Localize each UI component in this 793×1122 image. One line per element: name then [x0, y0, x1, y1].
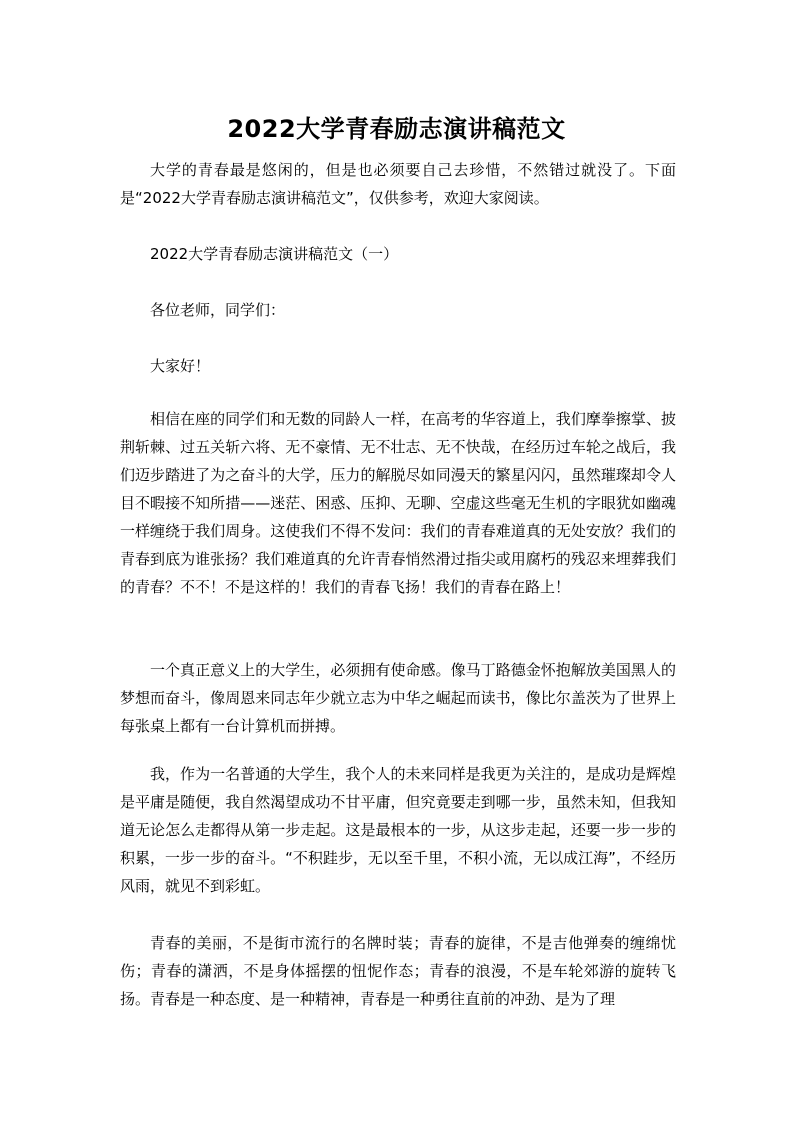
body-paragraph-3: 我，作为一名普通的大学生，我个人的未来同样是我更为关注的，是成功是辉煌是平庸是随便，我自然渴望成功不甘平庸，但究竟要走到哪一步，虽然未知，但我知道无论怎么走都得从第一步走起。这是最根本的一步，从这步走起，还要一步一步的积累，一步一步的奋斗。“不积跬步，无以至千里，不积小流，无以成江海”，不经历风雨，就见不到彩虹。	[120, 765, 676, 895]
body-paragraph-1: 相信在座的同学们和无数的同龄人一样，在高考的华容道上，我们摩拳擦掌、披荆斩棘、过五关斩六将、无不豪情、无不壮志、无不快哉，在经历过车轮之战后，我们迈步踏进了为之奋斗的大学，压力的解脱尽如同漫天的繁星闪闪，虽然璀璨却令人目不暇接不知所措——迷茫、困惑、压抑、无聊、空虚这些毫无生机的字眼犹如幽魂一样缠绕于我们周身。这使我们不得不发问：我们的青春难道真的无处安放？我们的青春到底为谁张扬？我们难道真的允许青春悄然滑过指尖或用腐朽的残忍来埋葬我们的青春？不不！不是这样的！我们的青春飞扬！我们的青春在路上！	[120, 410, 676, 596]
section-subtitle: 2022大学青春励志演讲稿范文（一）	[150, 245, 399, 263]
greeting-paragraph: 各位老师，同学们：	[150, 301, 286, 319]
document-title: 2022大学青春励志演讲稿范文	[227, 115, 566, 143]
body-paragraph-4: 青春的美丽，不是街市流行的名牌时装；青春的旋律，不是吉他弹奏的缠绵忧伤；青春的潇洒，不是身体摇摆的忸怩作态；青春的浪漫，不是车轮郊游的旋转飞扬。青春是一种态度、是一种精神，青春是一种勇往直前的冲劲、是为了理	[120, 934, 676, 1008]
hello-paragraph: 大家好！	[150, 357, 211, 375]
body-paragraph-2: 一个真正意义上的大学生，必须拥有使命感。像马丁路德金怀抱解放美国黑人的梦想而奋斗，像周恩来同志年少就立志为中华之崛起而读书，像比尔盖茨为了世界上每张桌上都有一台计算机而拼搏。	[120, 661, 676, 735]
intro-paragraph: 大学的青春最是悠闲的，但是也必须要自己去珍惜，不然错过就没了。下面是“2022大学青春励志演讲稿范文”，仅供参考，欢迎大家阅读。	[120, 161, 676, 207]
